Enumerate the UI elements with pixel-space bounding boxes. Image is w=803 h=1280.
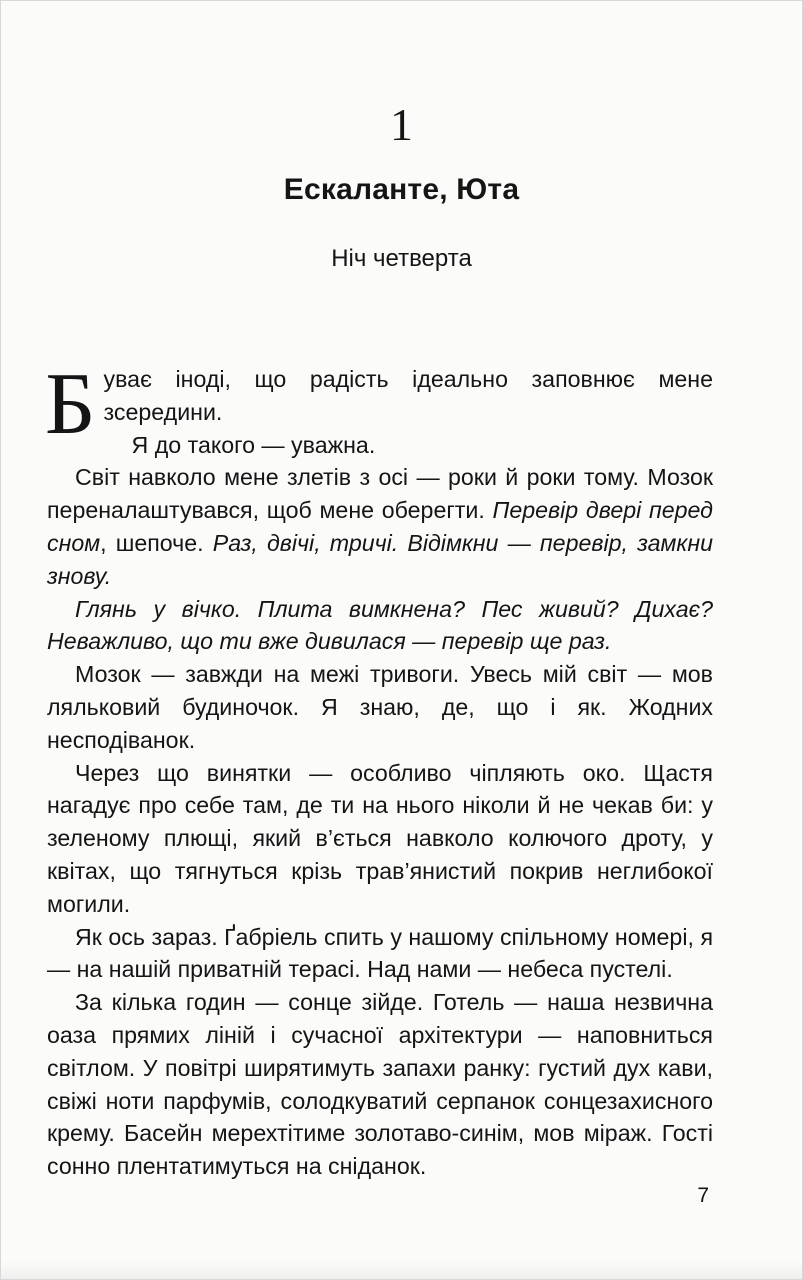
paragraph-1-text: уває іноді, що радість ідеально заповнює мене зсередини. [103, 366, 713, 425]
paragraph-3-text-1: Світ навколо мене злетів з осі — роки й роки тому. Мозок переналаштувався, щоб мене оберегти. [47, 464, 713, 524]
paragraph-3-italic-2: Раз, двічі, тричі. Відімкни — перевір, замкни знову. [47, 529, 714, 589]
scan-edge-shadow [1, 1261, 802, 1279]
chapter-number: 1 [390, 99, 413, 150]
chapter-subtitle: Ніч четверта [331, 245, 472, 272]
drop-cap-letter: Б [45, 356, 96, 453]
paragraph-7: Як ось зараз. Ґабріель спить у нашому спільному номері, я — на нашій приватній терасі. Над нами — небеса пустелі. [47, 923, 713, 983]
paragraph-6: Через що винятки — особливо чіпляють око. Щастя нагадує про себе там, де ти на нього ніколи й не чекав би: у зеленому плющі, який в’ється навколо колючого дроту, у квітах, що тягнуться крізь трав’янистий покрив неглибокої могили. [47, 759, 713, 917]
paragraph-4: Глянь у вічко. Плита вимкнена? Пес живий? Дихає? Неважливо, що ти вже дивилася — перевір ще раз. [47, 595, 713, 655]
chapter-text [45, 356, 714, 1183]
paragraph-5: Мозок — завжди на межі тривоги. Увесь мій світ — мов ляльковий будиночок. Я знаю, де, що і як. Жодних несподіванок. [47, 661, 713, 753]
paragraph-8: За кілька годин — сонце зійде. Готель — наша незвична оаза прямих ліній і сучасної архітектури — наповниться світлом. У повітрі ширятимуть запахи ранку: густий дух кави, свіжі ноти парфумів, солодкуватий серпанок сонцезахисного крему. Басейн мерехтітиме золотаво-синім, мов міраж. Гості сонно плентатимуться на сніданок. [47, 989, 713, 1180]
paragraph-2: Я до такого — уважна. [131, 431, 376, 458]
page-number: 7 [697, 1184, 709, 1207]
paragraph-3-italic-1: Перевір двері перед сном [47, 497, 713, 556]
chapter-title: Ескаланте, Юта [283, 173, 520, 206]
paragraph-3-text-2: , шепоче. [100, 529, 213, 556]
paragraph-3 [47, 461, 713, 592]
